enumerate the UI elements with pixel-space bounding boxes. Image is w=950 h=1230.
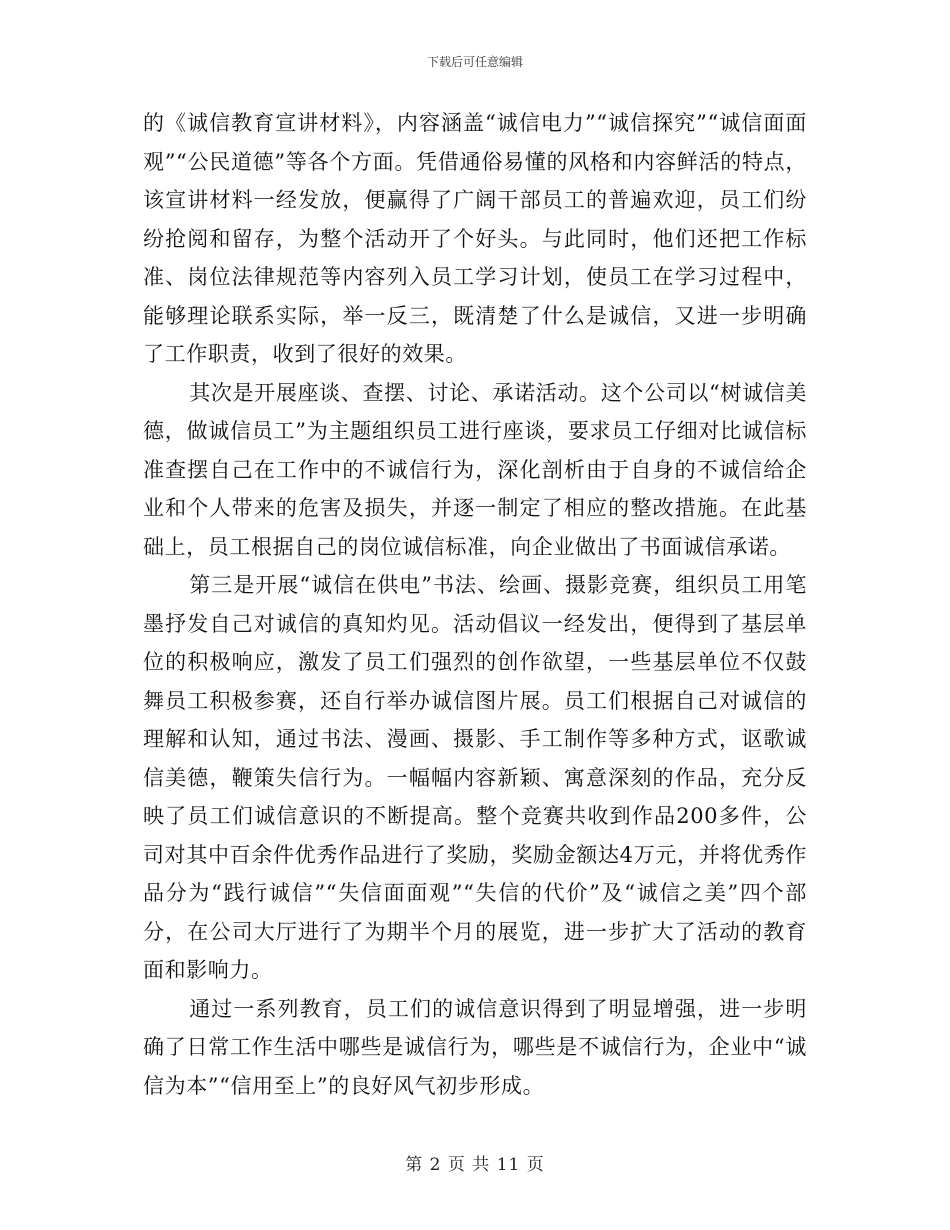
paragraph-third-activity: 第三是开展“诚信在供电”书法、绘画、摄影竞赛，组织员工用笔墨抒发自己对诚信的真知灼见。活动倡议一经发出，便得到了基层单位的积极响应，激发了员工们强烈的创作欲望，一些基层单位不仅鼓舞员工积极参赛，还自行举办诚信图片展。员工们根据自己对诚信的理解和认知，通过书法、漫画、摄影、手工制作等多种方式，讴歌诚信美德，鞭策失信行为。一幅幅内容新颖、寓意深刻的作品，充分反映了员工们诚信意识的不断提高。整个竞赛共收到作品200多件，公司对其中百余件优秀作品进行了奖励，奖励金额达4万元，并将优秀作品分为“践行诚信”“失信面面观”“失信的代价”及“诚信之美”四个部分，在公司大厅进行了为期半个月的展览，进一步扩大了活动的教育面和影响力。 bbox=[143, 573, 807, 982]
paragraph-conclusion: 通过一系列教育，员工们的诚信意识得到了明显增强，进一步明确了日常工作生活中哪些是诚信行为，哪些是不诚信行为，企业中“诚信为本”“信用至上”的良好风气初步形成。 bbox=[143, 996, 807, 1098]
page-number-footer: 第 2 页 共 11 页 bbox=[405, 1155, 545, 1175]
page-header: 下载后可任意编辑 bbox=[426, 55, 523, 69]
paragraph-continued: 的《诚信教育宣讲材料》，内容涵盖“诚信电力”“诚信探究”“诚信面面观”“公民道德”等各个方面。凭借通俗易懂的风格和内容鲜活的特点，该宣讲材料一经发放，便赢得了广阔干部员工的普遍欢迎，员工们纷纷抢阅和留存，为整个活动开了个好头。与此同时，他们还把工作标准、岗位法律规范等内容列入员工学习计划，使员工在学习过程中，能够理论联系实际，举一反三，既清楚了什么是诚信，又进一步明确了工作职责，收到了很好的效果。 bbox=[143, 111, 807, 366]
document-body bbox=[143, 104, 807, 1105]
paragraph-second-activity: 其次是开展座谈、查摆、讨论、承诺活动。这个公司以“树诚信美德，做诚信员工”为主题组织员工进行座谈，要求员工仔细对比诚信标准查摆自己在工作中的不诚信行为，深化剖析由于自身的不诚信给企业和个人带来的危害及损失，并逐一制定了相应的整改措施。在此基础上，员工根据自己的岗位诚信标准，向企业做出了书面诚信承诺。 bbox=[143, 380, 807, 559]
